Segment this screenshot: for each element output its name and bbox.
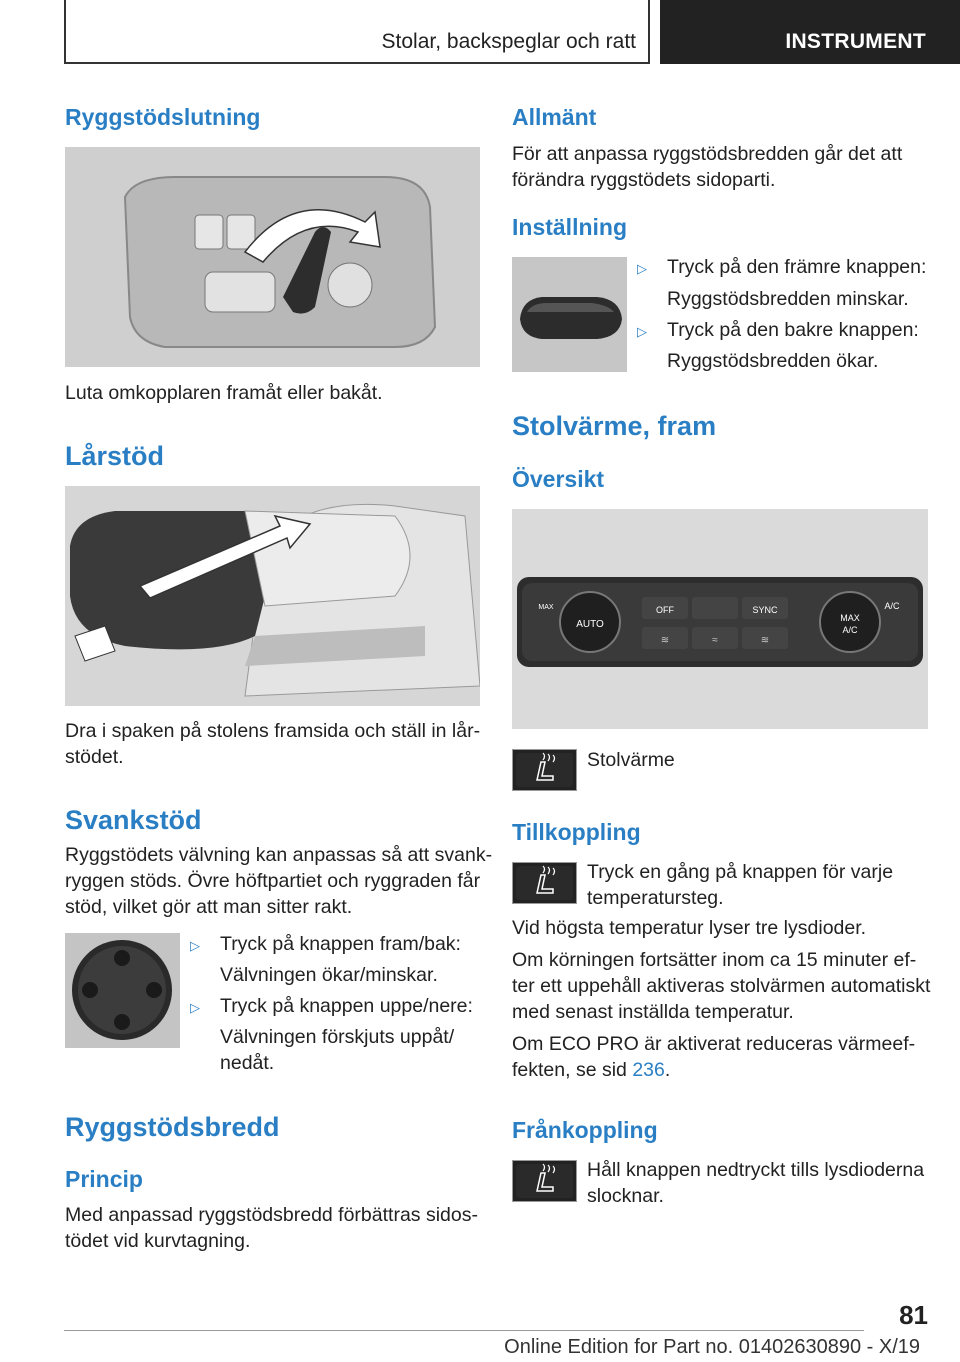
heading-tillkoppling: Tillkoppling <box>512 819 641 845</box>
text-om-line2: ter ett uppehåll aktiveras stolvärmen automatiskt <box>512 975 931 997</box>
bullet-triangle-icon: ▷ <box>637 261 647 276</box>
bullet-svank-2-sub1: Välvningen förskjuts uppåt/ <box>220 1026 455 1048</box>
footer-edition: Online Edition for Part no. 01402630890 - X/19 <box>504 1336 920 1358</box>
seat-heating-icon <box>512 862 577 904</box>
header-chapter-tab[interactable] <box>660 0 960 64</box>
heading-princip: Princip <box>65 1166 143 1192</box>
seat-heating-icon <box>512 1160 577 1202</box>
heading-frankoppling: Frånkoppling <box>512 1117 658 1143</box>
bullet-inst-2-text: Tryck på den bakre knappen: <box>667 319 919 341</box>
bullet-svank-2-sub2: nedåt. <box>220 1052 275 1074</box>
header-section-title: Stolar, backspeglar och ratt <box>381 30 636 53</box>
bullet-svank-2 <box>190 993 473 1021</box>
bullet-svank-1-sub: Välvningen ökar/minskar. <box>220 964 438 986</box>
bullet-svank-2-text: Tryck på knappen uppe/nere: <box>220 995 473 1017</box>
bullet-inst-2-sub: Ryggstödsbredden ökar. <box>667 350 879 372</box>
bullet-inst-1-sub: Ryggstödsbredden minskar. <box>667 288 909 310</box>
text-princip-line2: tödet vid kurvtagning. <box>65 1230 251 1252</box>
panel-ac-label: A/C <box>884 601 900 611</box>
page-link-236[interactable]: 236 <box>632 1059 665 1081</box>
bullet-triangle-icon: ▷ <box>190 1000 200 1015</box>
image-lumbar-button <box>65 933 180 1048</box>
svg-text:≋: ≋ <box>660 635 670 646</box>
image-backrest-tilt-switch <box>65 147 480 367</box>
text-eco-line2 <box>512 1057 670 1083</box>
text-till-line2: temperatursteg. <box>587 887 724 909</box>
panel-sync-label: SYNC <box>752 605 778 615</box>
text-fran-line1: Håll knappen nedtryckt tills lysdioderna <box>587 1159 925 1181</box>
bullet-inst-1-text: Tryck på den främre knappen: <box>667 256 927 278</box>
bullet-inst-2 <box>637 317 919 345</box>
header-chapter-label: INSTRUMENT <box>785 30 926 53</box>
text-dra-line1: Dra i spaken på stolens framsida och ställ in lår‐ <box>65 720 481 742</box>
text-svank-line2: ryggen stöds. Övre höftpartiet och ryggraden får <box>65 870 481 892</box>
text-allmant-line1: För att anpassa ryggstödsbredden går det att <box>512 143 903 165</box>
bullet-triangle-icon: ▷ <box>190 938 200 953</box>
header-bottom-rule <box>64 62 650 64</box>
bullet-triangle-icon: ▷ <box>637 324 647 339</box>
heading-ryggstodslutning: Ryggstödslutning <box>65 104 261 130</box>
text-luta: Luta omkopplaren framåt eller bakåt. <box>65 382 383 404</box>
text-stolvarme: Stolvärme <box>587 749 675 771</box>
bullet-inst-1 <box>637 254 926 282</box>
panel-auto-label: AUTO <box>576 619 604 630</box>
panel-max-label: MAX <box>840 613 860 623</box>
panel-max-ac-label: A/C <box>842 625 858 635</box>
text-dra-line2: stödet. <box>65 746 124 768</box>
header-divider <box>648 0 650 64</box>
text-princip-line1: Med anpassad ryggstödsbredd förbättras sidos‐ <box>65 1204 478 1226</box>
heading-ryggstodsbredd: Ryggstödsbredd <box>65 1112 280 1142</box>
svg-text:≈: ≈ <box>712 635 718 646</box>
text-svank-line3: stöd, vilket gör att man sitter rakt. <box>65 896 353 918</box>
panel-max-left-label: MAX <box>538 604 554 611</box>
text-allmant-line2: förändra ryggstödets sidoparti. <box>512 169 776 191</box>
heading-oversikt: Översikt <box>512 466 605 492</box>
heading-allmant: Allmänt <box>512 104 597 130</box>
text-eco-suffix: . <box>664 1059 671 1081</box>
bullet-svank-1 <box>190 931 461 959</box>
text-till-line1: Tryck en gång på knappen för varje <box>587 861 894 883</box>
text-fran-line2: slocknar. <box>587 1185 664 1207</box>
panel-off-label: OFF <box>656 605 674 615</box>
footer-rule <box>64 1330 864 1331</box>
header-left-rule <box>64 0 66 64</box>
text-om-line3: med senast inställda temperatur. <box>512 1001 794 1023</box>
text-svank-line1: Ryggstödets välvning kan anpassas så att svank‐ <box>65 844 493 866</box>
svg-text:≋: ≋ <box>760 635 770 646</box>
text-eco-line1: Om ECO PRO är aktiverat reduceras värmeef‐ <box>512 1033 916 1055</box>
heading-stolvarme-fram: Stolvärme, fram <box>512 411 717 441</box>
image-thigh-support <box>65 486 480 706</box>
page-number: 81 <box>899 1300 928 1330</box>
text-hogsta: Vid högsta temperatur lyser tre lysdioder. <box>512 917 867 939</box>
text-eco-prefix: fekten, se sid <box>512 1059 633 1081</box>
heading-svankstod: Svankstöd <box>65 805 202 835</box>
heading-installning: Inställning <box>512 214 627 240</box>
heading-larstod: Lårstöd <box>65 441 165 471</box>
image-width-button <box>512 257 627 372</box>
image-climate-panel <box>512 509 928 729</box>
seat-heating-icon <box>512 749 577 791</box>
bullet-svank-1-text: Tryck på knappen fram/bak: <box>220 933 461 955</box>
text-om-line1: Om körningen fortsätter inom ca 15 minuter ef‐ <box>512 949 917 971</box>
